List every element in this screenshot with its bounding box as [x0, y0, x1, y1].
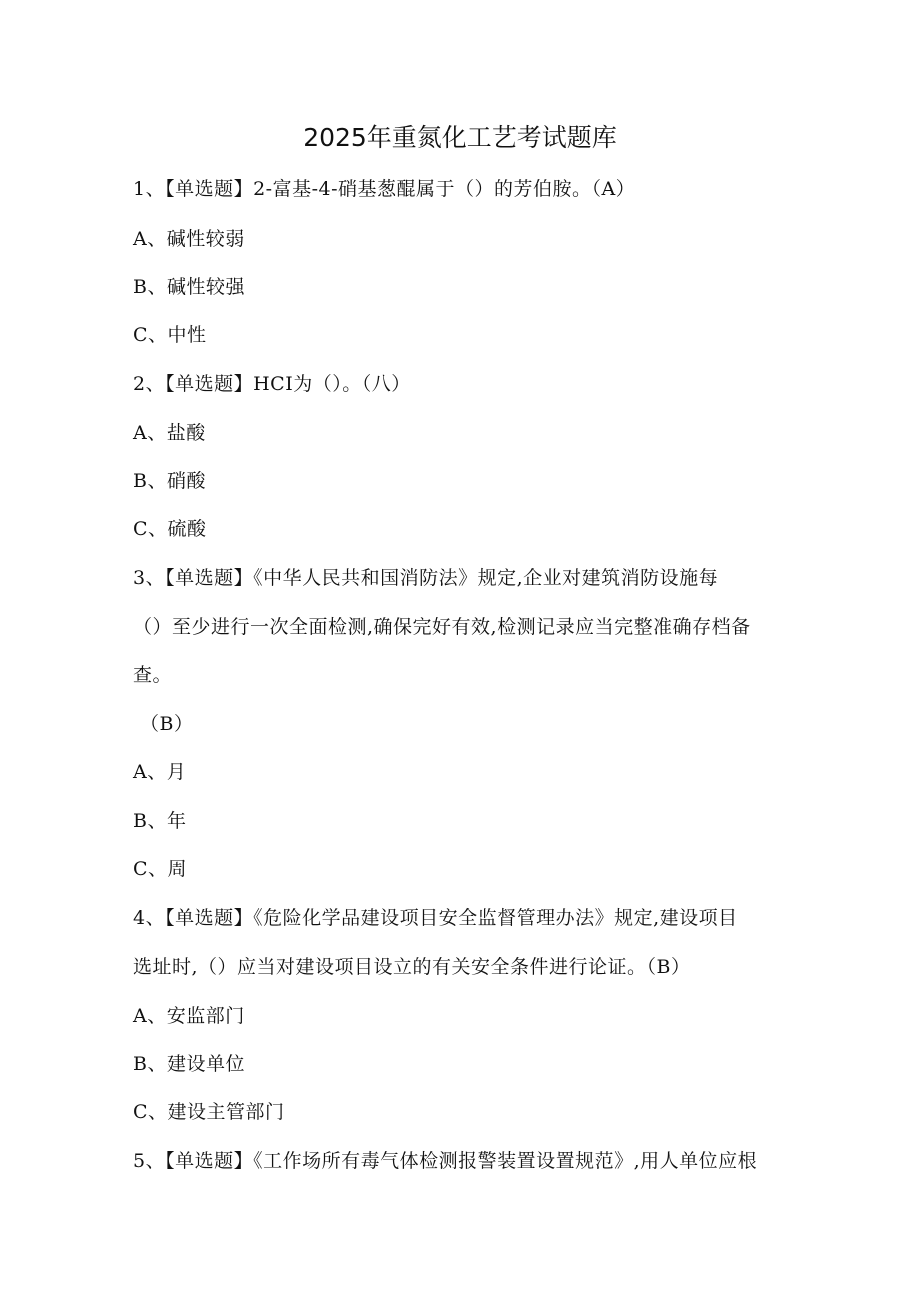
question-1-option-a: A、碱性较弱 — [133, 228, 245, 250]
question-4-option-b: B、建设单位 — [133, 1053, 245, 1075]
question-4-option-c: C、建设主管部门 — [133, 1101, 285, 1123]
question-4-stem-line-1: 4、【单选题】《危险化学品建设项目安全监督管理办法》规定,建设项目 — [133, 907, 738, 929]
page-title: 2025年重氮化工艺考试题库 — [303, 123, 617, 152]
question-2-option-a: A、盐酸 — [133, 422, 206, 444]
question-1-stem: 1、【单选题】2-富基-4-硝基葱醌属于（）的芳伯胺。（A） — [133, 178, 636, 200]
question-4-stem-line-2: 选址时,（）应当对建设项目设立的有关安全条件进行论证。（B） — [133, 956, 691, 978]
question-1-option-b: B、碱性较强 — [133, 276, 245, 298]
question-2-option-c: C、硫酸 — [133, 518, 207, 540]
question-4-option-a: A、安监部门 — [133, 1005, 245, 1027]
question-5-stem: 5、【单选题】《工作场所有毒气体检测报警装置设置规范》,用人单位应根 — [133, 1150, 758, 1172]
question-2-stem: 2、【单选题】HCI为（）。（八） — [133, 373, 411, 395]
question-3-stem-line-3: 查。 — [133, 664, 173, 686]
question-3-stem-line-1: 3、【单选题】《中华人民共和国消防法》规定,企业对建筑消防设施每 — [133, 567, 719, 589]
question-2-option-b: B、硝酸 — [133, 470, 206, 492]
question-1-option-c: C、中性 — [133, 324, 207, 346]
question-3-stem-line-2: （）至少进行一次全面检测,确保完好有效,检测记录应当完整准确存档备 — [133, 616, 751, 638]
question-3-option-b: B、年 — [133, 810, 187, 832]
question-3-answer: （B） — [140, 713, 194, 735]
question-3-option-a: A、月 — [133, 761, 187, 783]
question-3-option-c: C、周 — [133, 858, 188, 880]
